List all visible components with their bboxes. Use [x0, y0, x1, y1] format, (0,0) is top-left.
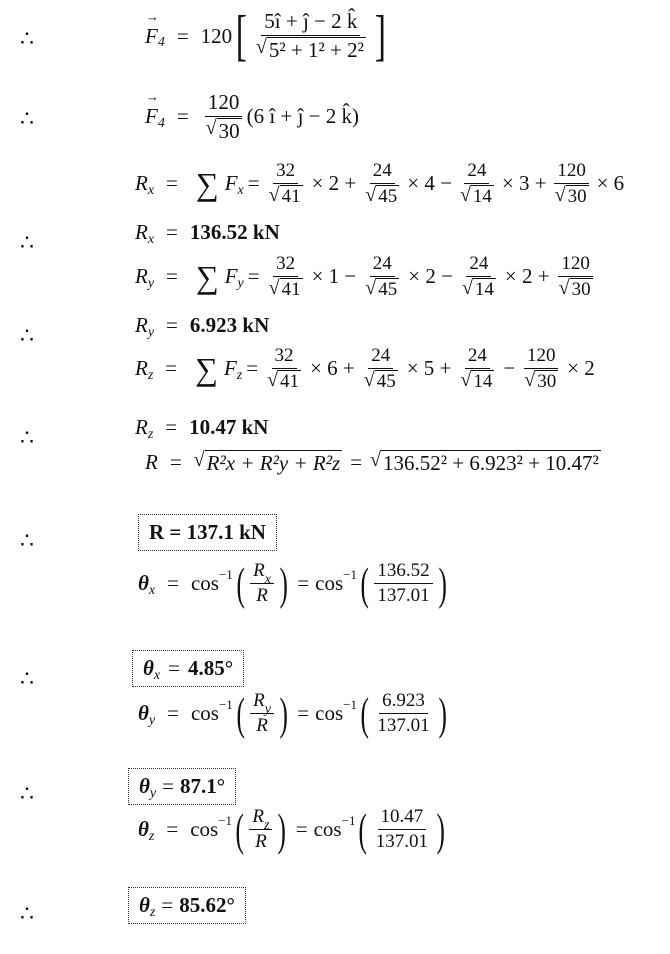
theta-x-equation	[138, 557, 450, 609]
subscript: y	[148, 712, 156, 728]
variable: R	[135, 313, 148, 337]
root-expression	[370, 450, 601, 475]
fraction-denominator	[457, 369, 497, 393]
subscript: x	[237, 182, 244, 198]
radical-icon: √	[365, 184, 377, 206]
vector-f: F →	[145, 24, 158, 49]
theta-z-result	[128, 887, 246, 924]
operator: × 5 +	[406, 356, 452, 381]
term-fraction	[556, 253, 596, 301]
superscript: −1	[218, 566, 233, 582]
equals-sign: =	[295, 817, 308, 841]
equals-sign: =	[176, 23, 189, 48]
fraction-numerator: 120	[524, 345, 559, 369]
variable: R	[253, 690, 265, 711]
radicand: R²x + R²y + R²z	[206, 451, 341, 475]
boxed-result	[128, 768, 236, 805]
radicand: 41	[280, 371, 300, 392]
coefficient-fraction	[203, 90, 245, 143]
cos-function: cos	[190, 817, 219, 841]
subscript: x	[264, 572, 271, 587]
root-expression	[194, 450, 343, 475]
fraction-numerator: 24	[370, 253, 395, 277]
subscript: y	[264, 702, 271, 717]
left-paren: (	[235, 803, 244, 855]
subscript: 4	[157, 35, 165, 50]
therefore-symbol: ∴	[20, 323, 34, 348]
variable: R	[145, 450, 158, 475]
right-paren: )	[436, 803, 445, 855]
ratio-fraction	[373, 806, 431, 853]
radicand: 41	[281, 186, 301, 207]
therefore-symbol: ∴	[20, 901, 34, 926]
fraction-numerator: 6.923	[379, 690, 428, 714]
cos-function: cos	[190, 701, 219, 725]
fraction-denominator: 137.01	[377, 585, 430, 606]
therefore-symbol: ∴	[20, 26, 34, 51]
theta-symbol: θ	[138, 817, 149, 841]
radical-icon: √	[365, 277, 377, 299]
subscript: y	[147, 275, 155, 291]
subscript: x	[153, 667, 161, 683]
fraction-numerator: 24	[370, 160, 395, 184]
operator: × 2	[567, 356, 595, 381]
ratio-fraction	[250, 560, 274, 607]
therefore-symbol: ∴	[20, 230, 34, 255]
theta-y-result	[128, 768, 236, 805]
radical-icon: √	[524, 369, 536, 391]
radical-icon: √	[267, 369, 279, 391]
ry-sum-equation	[135, 253, 598, 301]
left-paren: (	[358, 803, 368, 855]
term-fraction	[264, 345, 304, 393]
equals-sign: =	[165, 356, 178, 381]
term-fraction	[552, 160, 592, 208]
fraction-denominator: R	[255, 831, 267, 852]
subscript: z	[236, 367, 243, 383]
fraction-numerator: 32	[273, 160, 298, 184]
vector-components: (6 î + ĵ − 2 k̂)	[246, 104, 359, 129]
radicand: 14	[473, 371, 493, 392]
subscript: z	[149, 904, 156, 920]
fraction-denominator	[552, 184, 592, 208]
variable: R	[135, 171, 148, 196]
term-fraction	[362, 160, 402, 208]
subscript: z	[147, 367, 154, 383]
right-bracket: ]	[374, 5, 386, 67]
term-fraction	[361, 345, 401, 393]
therefore-symbol: ∴	[20, 528, 34, 553]
sigma-icon: ∑	[195, 258, 219, 295]
equals-sign: =	[166, 171, 178, 196]
radicand: 136.52² + 6.923² + 10.47²	[383, 451, 599, 475]
term-fraction	[266, 160, 306, 208]
variable: F	[224, 171, 238, 196]
radical-icon: √	[370, 449, 382, 471]
boxed-result	[132, 650, 244, 687]
equals-sign: =	[350, 450, 363, 475]
radical-icon: √	[461, 277, 473, 299]
theta-x-result	[132, 650, 244, 687]
operator: −	[503, 356, 516, 381]
term-fraction	[521, 345, 561, 393]
radical-icon: √	[255, 36, 267, 59]
fraction-denominator	[459, 277, 499, 301]
radical-icon: √	[460, 369, 472, 391]
result-value: 10.47 kN	[189, 415, 269, 439]
boxed-result: R = 137.1 kN	[138, 514, 277, 551]
fraction-numerator: 24	[465, 345, 490, 369]
operator: × 3 +	[501, 171, 547, 196]
radicand: 14	[472, 186, 492, 207]
variable: R	[253, 560, 265, 581]
unit-vector-fraction	[253, 9, 369, 62]
coefficient: 120	[200, 23, 233, 48]
fraction-denominator: R	[256, 585, 268, 606]
fraction-numerator: 24	[368, 345, 393, 369]
fraction-denominator	[362, 184, 402, 208]
ratio-fraction	[250, 690, 274, 737]
cos-function: cos	[315, 701, 344, 725]
left-bracket: [	[235, 5, 248, 67]
force-f4-equation	[145, 5, 390, 67]
operator: × 2 +	[311, 171, 357, 196]
subscript: z	[148, 828, 155, 844]
cos-function: cos	[190, 571, 219, 595]
variable: R	[135, 415, 148, 439]
subscript: y	[147, 324, 155, 340]
right-paren: )	[277, 803, 287, 855]
equals-sign: =	[176, 104, 189, 129]
subscript: z	[263, 818, 270, 833]
fraction-denominator	[556, 277, 596, 301]
cos-function: cos	[315, 571, 344, 595]
left-paren: (	[360, 687, 369, 739]
radicand: 14	[474, 279, 494, 300]
theta-symbol: θ	[138, 571, 149, 595]
superscript: −1	[218, 812, 233, 828]
rx-result	[135, 220, 280, 245]
equals-sign: =	[162, 774, 174, 798]
result-value: 4.85°	[187, 656, 234, 680]
subscript: x	[148, 582, 156, 598]
equals-sign: =	[165, 415, 178, 439]
radical-icon: √	[363, 369, 375, 391]
theta-symbol: θ	[138, 701, 149, 725]
equals-sign: =	[297, 571, 310, 595]
therefore-symbol: ∴	[20, 106, 34, 131]
variable: R	[252, 806, 264, 827]
vector-f: F →	[145, 104, 158, 129]
variable: F	[224, 264, 238, 289]
fraction-denominator	[362, 277, 402, 301]
operator: × 2 −	[408, 264, 453, 289]
rz-result	[135, 415, 268, 440]
radical-icon: √	[558, 277, 570, 299]
theta-y-equation	[138, 687, 450, 739]
result-value: 6.923 kN	[189, 313, 270, 337]
rx-sum-equation	[135, 160, 627, 208]
result-value: 136.52 kN	[189, 220, 280, 244]
subscript: y	[237, 275, 244, 291]
variable: R	[135, 356, 148, 381]
theta-symbol: θ	[139, 893, 150, 917]
equals-sign: =	[167, 701, 179, 725]
superscript: −1	[341, 812, 356, 828]
force-f4-simplified	[145, 90, 359, 143]
sigma-icon: ∑	[195, 165, 219, 202]
fraction-numerator: 5î + ĵ − 2 k̂	[261, 9, 360, 36]
equals-sign: =	[166, 313, 178, 337]
radical-icon: √	[193, 449, 205, 471]
sigma-icon: ∑	[195, 350, 218, 387]
fraction-numerator: 32	[273, 253, 298, 277]
fraction-numerator: 32	[272, 345, 297, 369]
theta-symbol: θ	[143, 656, 154, 680]
right-paren: )	[279, 557, 288, 609]
fraction-denominator: R	[256, 715, 268, 736]
radicand: 30	[218, 119, 240, 143]
operator: × 6	[596, 171, 625, 196]
radicand: 41	[281, 279, 301, 300]
radicand: 30	[571, 279, 591, 300]
radicand: 30	[567, 186, 587, 207]
radical-icon: √	[459, 184, 471, 206]
term-fraction	[459, 253, 499, 301]
ratio-fraction	[374, 690, 432, 737]
fraction-numerator: 120	[205, 90, 243, 117]
equals-sign: =	[246, 356, 259, 381]
therefore-symbol: ∴	[20, 781, 34, 806]
right-paren: )	[438, 687, 447, 739]
variable: R	[135, 264, 148, 289]
fraction-numerator: 120	[554, 160, 589, 184]
fraction-denominator	[521, 369, 561, 393]
superscript: −1	[218, 696, 233, 712]
fraction-denominator	[203, 117, 245, 143]
radicand: 45	[376, 371, 396, 392]
radical-icon: √	[554, 184, 566, 206]
equals-sign: =	[166, 817, 179, 841]
ry-result	[135, 313, 269, 338]
right-paren: )	[438, 557, 447, 609]
equals-sign: =	[168, 656, 180, 680]
subscript: z	[147, 426, 154, 442]
radical-icon: √	[268, 277, 280, 299]
right-paren: )	[279, 687, 288, 739]
superscript: −1	[343, 566, 357, 582]
subscript: x	[147, 231, 155, 247]
superscript: −1	[343, 696, 357, 712]
term-fraction	[457, 160, 497, 208]
radicand: 5² + 1² + 2²	[268, 38, 364, 63]
operator: × 1 −	[311, 264, 357, 289]
subscript: x	[147, 182, 155, 198]
fraction-numerator: 136.52	[374, 560, 432, 584]
term-fraction	[457, 345, 497, 393]
fraction-numerator: 10.47	[378, 806, 427, 830]
equals-sign: =	[297, 701, 310, 725]
resultant-magnitude-equation	[145, 450, 601, 475]
variable: R	[135, 220, 148, 244]
equals-sign: =	[167, 571, 179, 595]
term-fraction	[266, 253, 306, 301]
left-paren: (	[360, 557, 369, 609]
theta-symbol: θ	[139, 774, 150, 798]
left-paren: (	[236, 687, 245, 739]
result-value: 87.1°	[179, 774, 226, 798]
result-value: 85.62°	[179, 893, 235, 917]
fraction-denominator	[361, 369, 401, 393]
ratio-fraction	[249, 806, 272, 853]
fraction-denominator: 137.01	[375, 831, 429, 852]
radical-icon: √	[205, 117, 217, 139]
subscript: y	[149, 785, 157, 801]
fraction-denominator	[457, 184, 497, 208]
variable: F	[223, 356, 237, 381]
fraction-denominator	[266, 184, 306, 208]
equals-sign: =	[166, 264, 178, 289]
rz-sum-equation	[135, 345, 599, 393]
cos-function: cos	[313, 817, 342, 841]
equals-sign: =	[169, 450, 182, 475]
therefore-symbol: ∴	[20, 425, 34, 450]
operator: × 4 −	[407, 171, 452, 196]
fraction-numerator: 24	[464, 160, 489, 184]
fraction-denominator: 137.01	[377, 715, 430, 736]
boxed-result	[128, 887, 246, 924]
operator: × 6 +	[310, 356, 355, 381]
term-fraction	[362, 253, 402, 301]
equals-sign: =	[166, 220, 178, 244]
fraction-numerator: 24	[466, 253, 491, 277]
radicand: 30	[537, 371, 557, 392]
equals-sign: =	[247, 171, 260, 196]
operator: × 2 +	[504, 264, 550, 289]
fraction-denominator	[266, 277, 306, 301]
equals-sign: =	[161, 893, 174, 917]
radicand: 45	[378, 186, 398, 207]
ratio-fraction	[374, 560, 432, 607]
resultant-result	[138, 514, 277, 551]
fraction-denominator	[264, 369, 304, 393]
left-paren: (	[236, 557, 245, 609]
radical-icon: √	[268, 184, 280, 206]
subscript: 4	[157, 115, 165, 131]
theta-z-equation	[138, 803, 448, 855]
radicand: 45	[378, 279, 398, 300]
fraction-numerator: 120	[558, 253, 593, 277]
fraction-denominator	[253, 36, 369, 62]
equals-sign: =	[247, 264, 260, 289]
therefore-symbol: ∴	[20, 666, 34, 691]
